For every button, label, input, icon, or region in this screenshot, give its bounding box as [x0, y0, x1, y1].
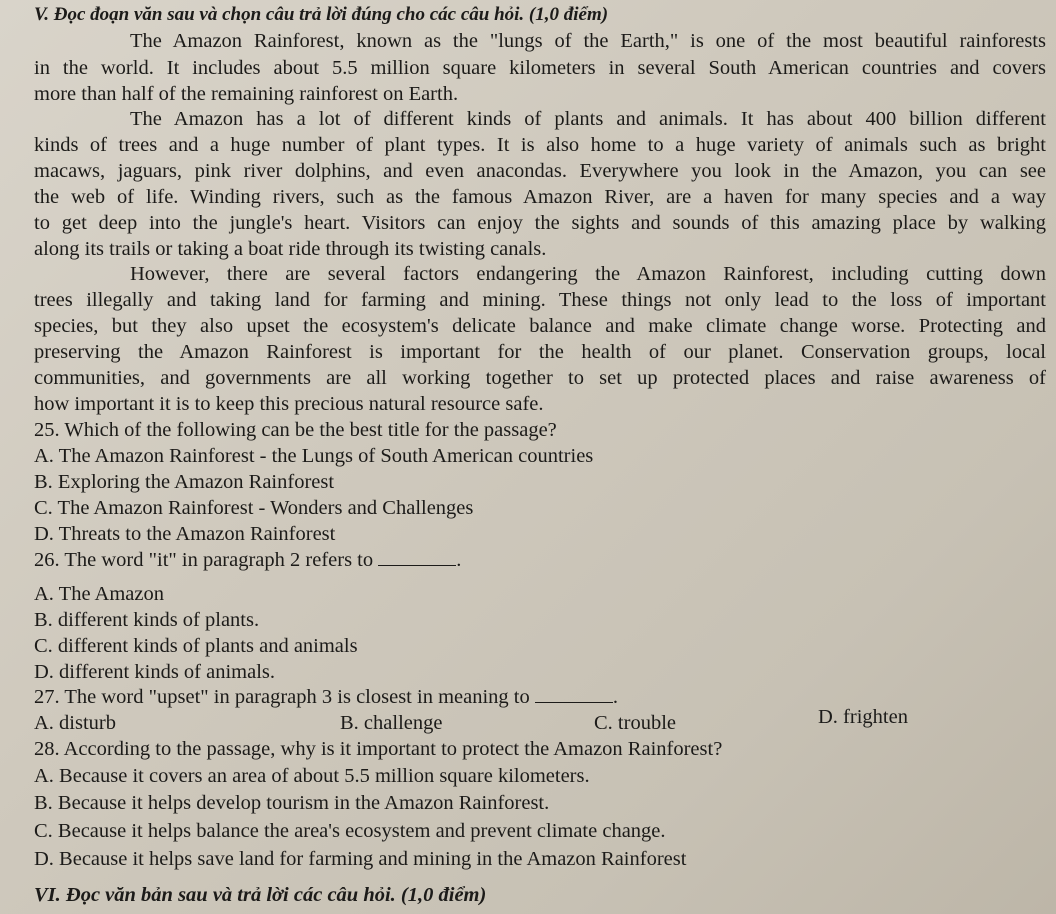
passage-p2-line-2: kinds of trees and a huge number of plant types. It is also home to a huge variety of animals such as bright [34, 134, 1046, 156]
question-26-option-a: A. The Amazon [34, 583, 164, 605]
passage-p3-line-4: preserving the Amazon Rainforest is important for the health of our planet. Conservation groups, local [34, 341, 1046, 363]
passage-p3-line-5: communities, and governments are all working together to set up protected places and raise awareness of [34, 367, 1046, 389]
passage-p3-line-1: However, there are several factors endangering the Amazon Rainforest, including cutting down [130, 263, 1046, 285]
question-27-option-b: B. challenge [340, 712, 443, 734]
question-27-option-a: A. disturb [34, 712, 116, 734]
passage-p2-line-6: along its trails or taking a boat ride through its twisting canals. [34, 238, 547, 260]
question-25-option-d: D. Threats to the Amazon Rainforest [34, 523, 336, 545]
question-25-option-a: A. The Amazon Rainforest - the Lungs of South American countries [34, 445, 594, 467]
question-25-option-b: B. Exploring the Amazon Rainforest [34, 471, 335, 493]
question-27-option-c: C. trouble [594, 712, 676, 734]
question-25-option-c: C. The Amazon Rainforest - Wonders and Challenges [34, 497, 474, 519]
question-26-stem: 26. The word "it" in paragraph 2 refers to [34, 549, 374, 571]
passage-p1-line-1: The Amazon Rainforest, known as the "lungs of the Earth," is one of the most beautiful rainforests [130, 30, 1046, 52]
passage-p2-line-1: The Amazon has a lot of different kinds of plants and animals. It has about 400 billion different [130, 108, 1046, 130]
question-27-stem-line [34, 686, 618, 708]
passage-p1-line-3: more than half of the remaining rainforest on Earth. [34, 83, 459, 105]
question-26-end: . [456, 549, 462, 571]
question-26-stem-line [34, 549, 461, 571]
question-28-option-b: B. Because it helps develop tourism in the Amazon Rainforest. [34, 792, 550, 814]
question-27-end: . [612, 686, 618, 708]
section-5-heading: V. Đọc đoạn văn sau và chọn câu trả lời đúng cho các câu hỏi. (1,0 điểm) [34, 4, 609, 25]
section-6-heading: VI. Đọc văn bản sau và trả lời các câu hỏi. (1,0 điểm) [34, 884, 487, 906]
passage-p3-line-2: trees illegally and taking land for farming and mining. These things not only lead to the loss of important [34, 289, 1046, 311]
passage-p2-line-4: the web of life. Winding rivers, such as the famous Amazon River, are a haven for many species and a way [34, 186, 1046, 208]
question-27-option-d: D. frighten [818, 706, 908, 728]
question-26-option-b: B. different kinds of plants. [34, 609, 260, 631]
question-26-option-d: D. different kinds of animals. [34, 661, 276, 683]
passage-p1-line-2: in the world. It includes about 5.5 million square kilometers in several South American countries and covers [34, 57, 1046, 79]
question-26-option-c: C. different kinds of plants and animals [34, 635, 358, 657]
question-27-stem: 27. The word "upset" in paragraph 3 is closest in meaning to [34, 686, 530, 708]
question-28-stem: 28. According to the passage, why is it important to protect the Amazon Rainforest? [34, 738, 723, 760]
passage-p2-line-3: macaws, jaguars, pink river dolphins, and even anacondas. Everywhere you look in the Amazon, you can see [34, 160, 1046, 182]
passage-p3-line-6: how important it is to keep this precious natural resource safe. [34, 393, 544, 415]
question-25-stem: 25. Which of the following can be the best title for the passage? [34, 419, 557, 441]
passage-p3-line-3: species, but they also upset the ecosystem's delicate balance and make climate change worse. Protecting and [34, 315, 1046, 337]
answer-blank [535, 688, 613, 703]
question-28-option-c: C. Because it helps balance the area's ecosystem and prevent climate change. [34, 820, 666, 842]
passage-p2-line-5: to get deep into the jungle's heart. Visitors can enjoy the sights and sounds of this amazing place by walking [34, 212, 1046, 234]
question-28-option-d: D. Because it helps save land for farming and mining in the Amazon Rainforest [34, 848, 687, 870]
question-28-option-a: A. Because it covers an area of about 5.5 million square kilometers. [34, 765, 590, 787]
answer-blank [378, 551, 456, 566]
